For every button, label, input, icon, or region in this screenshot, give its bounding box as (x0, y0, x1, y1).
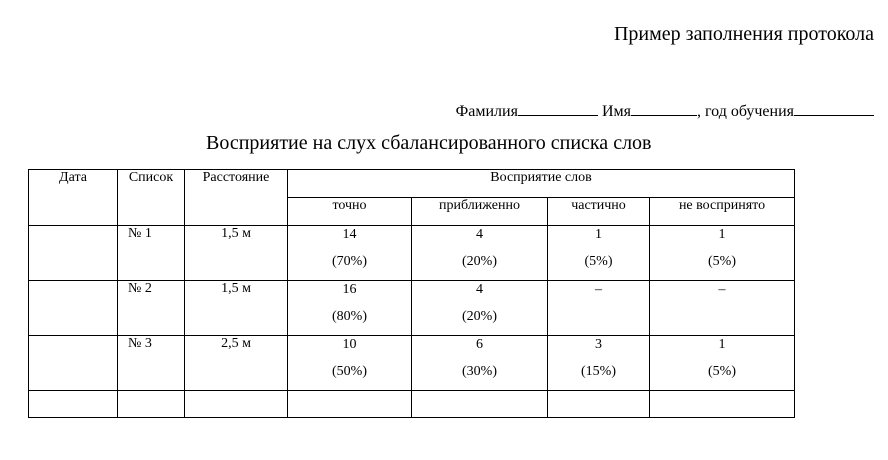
distance-cell: 1,5 м (185, 226, 288, 281)
approx-percent: (20%) (462, 309, 497, 324)
date-cell (29, 281, 118, 336)
approx-percent: (30%) (462, 364, 497, 379)
exact-percent: (50%) (332, 364, 367, 379)
partial-count: 1 (595, 227, 602, 242)
not-perceived-cell (650, 281, 795, 336)
empty-cell (288, 391, 412, 418)
header-exact: точно (288, 198, 412, 226)
approx-cell (412, 336, 548, 391)
header-partial: частично (548, 198, 650, 226)
date-cell (29, 336, 118, 391)
header-date: Дата (29, 170, 118, 226)
table-row-empty (29, 391, 795, 418)
empty-cell (548, 391, 650, 418)
exact-count: 14 (342, 227, 357, 242)
approx-count: 4 (476, 282, 483, 297)
partial-percent: (5%) (584, 254, 613, 269)
partial-cell (548, 336, 650, 391)
exact-count: 10 (342, 337, 357, 352)
exact-count: 16 (342, 282, 357, 297)
protocol-table (28, 169, 795, 418)
not-perceived-count: 1 (718, 337, 726, 352)
empty-cell (29, 391, 118, 418)
empty-cell (650, 391, 795, 418)
header-perception-group: Восприятие слов (288, 170, 795, 198)
empty-cell (185, 391, 288, 418)
distance-cell: 1,5 м (185, 281, 288, 336)
approx-cell (412, 281, 548, 336)
approx-cell (412, 226, 548, 281)
name-label: Имя (601, 103, 631, 120)
distance-cell: 2,5 м (185, 336, 288, 391)
document-title: Пример заполнения протокола (613, 23, 874, 45)
not-perceived-cell (650, 226, 795, 281)
table-row (29, 336, 795, 391)
approx-count: 4 (476, 227, 483, 242)
list-cell: № 2 (118, 281, 185, 336)
year-blank (794, 97, 874, 116)
date-cell (29, 226, 118, 281)
partial-count: – (595, 282, 602, 297)
exact-percent: (80%) (332, 309, 367, 324)
name-blank (631, 97, 697, 116)
exact-cell (288, 226, 412, 281)
partial-cell (548, 226, 650, 281)
header-not-perceived: не воспринято (650, 198, 795, 226)
not-perceived-percent: (5%) (708, 364, 737, 379)
header-list: Список (118, 170, 185, 226)
header-distance: Расстояние (185, 170, 288, 226)
exact-percent: (70%) (332, 254, 367, 269)
empty-cell (412, 391, 548, 418)
header-approx: приближенно (412, 198, 548, 226)
table-row (29, 226, 795, 281)
student-info-line (456, 97, 874, 124)
table-title: Восприятие на слух сбалансированного списка слов (206, 132, 652, 154)
approx-count: 6 (476, 337, 483, 352)
list-cell: № 1 (118, 226, 185, 281)
partial-count: 3 (595, 337, 602, 352)
partial-cell (548, 281, 650, 336)
not-perceived-count: – (718, 282, 726, 297)
not-perceived-cell (650, 336, 795, 391)
partial-percent: (15%) (581, 364, 616, 379)
not-perceived-count: 1 (718, 227, 726, 242)
exact-cell (288, 281, 412, 336)
surname-label: Фамилия (455, 103, 518, 120)
surname-blank (518, 97, 598, 116)
table-row (29, 281, 795, 336)
not-perceived-percent: (5%) (708, 254, 737, 269)
approx-percent: (20%) (462, 254, 497, 269)
list-cell: № 3 (118, 336, 185, 391)
empty-cell (118, 391, 185, 418)
exact-cell (288, 336, 412, 391)
year-label: , год обучения (696, 103, 794, 120)
